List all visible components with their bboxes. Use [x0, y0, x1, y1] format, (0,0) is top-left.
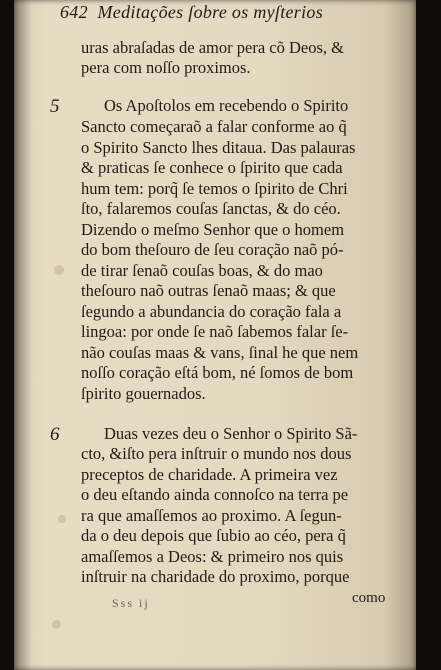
- signature-mark: Sss ij: [112, 596, 150, 610]
- text-line: Sancto começaraõ a falar conforme ao q̃: [81, 117, 347, 136]
- text-line: o deu eſtando ainda connoſco na terra pe: [81, 485, 349, 504]
- text-line: noſſo coração eſtá bom, né ſomos de bom: [81, 363, 354, 382]
- text-line: uras abraſadas de amor pera cõ Deos, &: [81, 38, 344, 57]
- text-line: ſegundo a abundancia do coração fala a: [81, 302, 342, 321]
- text-line: hum tem: porq̃ ſe temos o ſpirito de Chri: [81, 179, 348, 198]
- text-line: lingoa: por onde ſe naõ ſabemos falar ſe-: [81, 322, 349, 341]
- text-line: Os Apoſtolos em recebendo o Spirito: [104, 96, 349, 115]
- text-line: preceptos de charidade. A primeira vez: [81, 465, 338, 484]
- paragraph-number: 6: [50, 424, 60, 445]
- text-line: pera com noſſo proximos.: [81, 58, 251, 77]
- text-line: inſtruir na charidade do proximo, porque: [81, 567, 350, 586]
- text-line: cto, &iſto pera inſtruir o mundo nos dous: [81, 444, 352, 463]
- foxing-stain: [54, 265, 64, 275]
- running-title: Meditações ſobre os myſterios: [97, 2, 324, 22]
- text-line: o Spirito Sancto lhes ditaua. Das palauras: [81, 138, 356, 157]
- page-number: 642: [60, 2, 88, 22]
- catchword: como: [352, 590, 386, 606]
- gutter-shadow: [14, 0, 32, 670]
- text-line: da o deu depois que ſubio ao céo, pera q̃: [81, 526, 346, 545]
- text-line: ra que amaſſemos ao proximo. A ſegun-: [81, 506, 342, 525]
- paragraph-number: 5: [50, 96, 60, 117]
- text-line: não couſas maas & vans, ſinal he que nem: [81, 343, 359, 362]
- text-line: Duas vezes deu o Senhor o Spirito Sã-: [104, 424, 358, 443]
- text-line: Dizendo o meſmo Senhor que o homem: [81, 220, 345, 239]
- foxing-stain: [52, 620, 61, 629]
- text-line: de tirar ſenaõ couſas boas, & do mao: [81, 261, 323, 280]
- text-line: theſouro naõ outras ſenaõ maas; & que: [81, 281, 336, 300]
- text-line: ſto, falaremos couſas ſanctas, & do céo.: [81, 199, 341, 218]
- foxing-stain: [58, 515, 66, 523]
- text-line: ſpirito gouernados.: [81, 384, 206, 403]
- text-line: amaſſemos a Deos: & primeiro nos quis: [81, 547, 344, 566]
- page-header: [60, 2, 323, 23]
- text-line: do bom theſouro de ſeu coração naõ pó-: [81, 240, 344, 259]
- text-line: & praticas ſe conhece o ſpirito que cada: [81, 158, 343, 177]
